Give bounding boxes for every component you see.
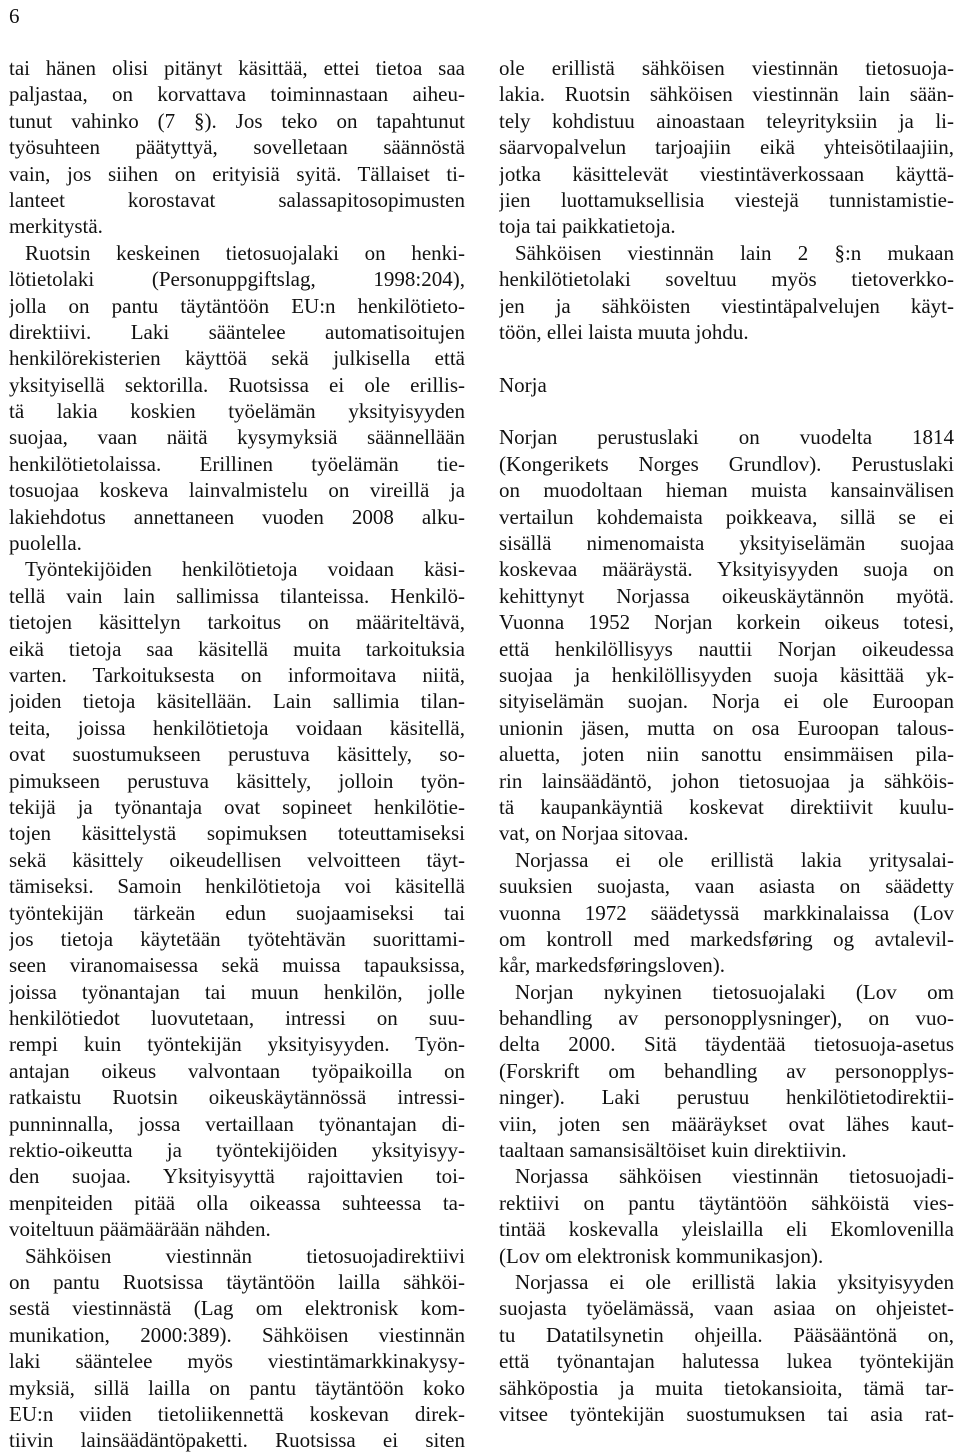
text-line: suojaa, vaan näitä kysymyksiä säännellään	[9, 425, 465, 450]
text-line: puolella.	[9, 531, 82, 556]
left-column	[9, 55, 465, 1454]
text-line: laki sääntelee myös viestintämarkkinakysy-	[9, 1349, 465, 1374]
text-line: EU:n viiden tietoliikennettä koskevan direk-	[9, 1401, 465, 1426]
text-line: punninnalla, jossa vertaillaan työnantajan di-	[9, 1111, 465, 1136]
text-line: seen viranomaisessa sekä muissa tapauksissa,	[9, 953, 465, 978]
text-line: varten. Tarkoituksesta on informoitava niitä,	[9, 662, 465, 687]
text-line: henkilötiedot luovutetaan, intressi on suu-	[9, 1006, 465, 1031]
text-line: (Kongerikets Norges Grundlov). Perustuslaki	[499, 451, 954, 476]
text-line: tintää koskevalla yleislailla eli Ekomlovenilla	[499, 1217, 954, 1242]
text-line: tu Datatilsynetin ohjeilla. Pääsääntönä on,	[499, 1322, 954, 1347]
text-line: lanteet korostavat salassapitosopimusten	[9, 187, 465, 212]
text-line: tunut vahinko (7 §). Jos teko on tapahtunut	[9, 108, 465, 133]
text-line: rektio-oikeutta ja työntekijöiden yksityisyy-	[9, 1138, 465, 1163]
text-line: tellä vain lain sallimissa tilanteissa. Henkilö-	[9, 583, 465, 608]
text-line: Norjan nykyinen tietosuojalaki (Lov om	[515, 979, 954, 1004]
text-line: Norjassa sähköisen viestinnän tietosuojadi-	[515, 1164, 954, 1189]
text-line: Työntekijöiden henkilötietoja voidaan käsi-	[25, 557, 465, 582]
text-line: tä lakia koskien työelämän yksityisyyden	[9, 399, 465, 424]
text-line: vat, on Norjaa sitovaa.	[499, 821, 689, 846]
text-line: tai hänen olisi pitänyt käsittää, ettei tietoa saa	[9, 56, 465, 80]
right-column-text-top	[499, 55, 954, 345]
text-line: voiteltuun päämäärään nähden.	[9, 1217, 271, 1242]
text-line: sestä viestinnästä (Lag om elektronisk kom-	[9, 1296, 465, 1321]
text-line: lötietolaki (Personuppgiftslag, 1998:204),	[9, 267, 465, 292]
text-line: delta 2000. Sitä täydentää tietosuoja-asetus	[499, 1032, 954, 1057]
text-line: rektiivi on pantu täytäntöön sähköistä vies-	[499, 1190, 954, 1215]
text-line: ovat suostumukseen perustuva käsittely, so-	[9, 742, 465, 767]
text-line: kår, markedsføringsloven).	[499, 953, 726, 978]
text-line: merkitystä.	[9, 214, 103, 239]
text-line: säarvopalvelun tarjoajiin eikä yhteisötilaajiin,	[499, 135, 954, 160]
text-line: unionin jäsen, mutta on osa Euroopan talous-	[499, 715, 954, 740]
text-line: kehittynyt Norjassa oikeuskäytännön myötä.	[499, 583, 954, 608]
text-line: tietojen käsittelyn tarkoitus on määriteltävä,	[9, 610, 465, 635]
text-line: joiden tietoja käsitellään. Lain sallimia tilan-	[9, 689, 465, 714]
section-heading-norja: Norja	[499, 372, 547, 397]
text-line: henkilörekisterien käyttöä sekä julkisella että	[9, 346, 465, 371]
text-line: Vuonna 1952 Norjan korkein oikeus totesi,	[499, 610, 954, 635]
text-line: työsuhteen päätyttyä, sovelletaan säännöstä	[9, 135, 465, 160]
text-line: sityiselämän suojan. Norja ei ole Euroopan	[499, 689, 954, 714]
text-line: pimukseen perustuva käsittely, jolloin työn-	[9, 768, 465, 793]
text-line: tely kohdistuu ainoastaan teleyrityksiin ja li-	[499, 108, 954, 133]
text-line: joissa työnantajan tai muun henkilön, jolle	[9, 979, 465, 1004]
text-line: että työnantajan halutessa lukea työntekijän	[499, 1349, 954, 1374]
text-line: yksityisellä sektorilla. Ruotsissa ei ole erillis-	[9, 372, 465, 397]
text-line: Norjassa ei ole erillistä lakia yksityisyyden	[515, 1269, 954, 1294]
text-line: taaltaan samansisältöiset kuin direktiivin.	[499, 1138, 847, 1163]
text-line: direktiivi. Laki sääntelee automatisoitujen	[9, 319, 465, 344]
text-line: on pantu Ruotsissa täytäntöön lailla sähköi-	[9, 1269, 465, 1294]
text-line: Ruotsin keskeinen tietosuojalaki on henki-	[25, 240, 465, 265]
text-line: tiivin lainsäädäntöpaketti. Ruotsissa ei siten	[9, 1428, 465, 1453]
page-number: 6	[9, 4, 20, 28]
text-line: ole erillistä sähköisen viestinnän tietosuoja-	[499, 56, 954, 80]
text-line: jotka käsittelevät viestintäverkossaan käyttä-	[499, 161, 954, 186]
text-line: lakiehdotus annettaneen vuoden 2008 alku-	[9, 504, 465, 529]
text-line: henkilötietolaissa. Erillinen työelämän tie-	[9, 451, 465, 476]
text-line: vain, jos siihen on erityisiä syitä. Tällaiset ti-	[9, 161, 465, 186]
text-line: den suojaa. Yksityisyyttä rajoittavien toi-	[9, 1164, 465, 1189]
text-line: paljastaa, on korvattava toiminnastaan aiheu-	[9, 82, 465, 107]
text-line: rempi kuin työntekijän yksityisyyden. Työn-	[9, 1032, 465, 1057]
text-line: aluetta, joten niin sanottu ensimmäisen pila-	[499, 742, 954, 767]
text-line: ninger). Laki perustuu henkilötietodirektii-	[499, 1085, 954, 1110]
text-line: vitsee työntekijän suostumuksen tai asia rat-	[499, 1401, 954, 1426]
text-line: työntekijän tärkeän edun suojaamiseksi tai	[9, 900, 465, 925]
text-line: suuksien suojasta, vaan asiasta on säädetty	[499, 874, 954, 899]
text-line: Norjan perustuslaki on vuodelta 1814	[499, 425, 954, 450]
text-line: om kontroll med markedsføring og avtalevil-	[499, 926, 954, 951]
text-line: Sähköisen viestinnän lain 2 §:n mukaan	[515, 240, 954, 265]
text-line: on muodoltaan hieman muista kansainvälisen	[499, 478, 954, 503]
text-line: Sähköisen viestinnän tietosuojadirektiivi	[25, 1243, 465, 1268]
text-line: toja tai paikkatietoja.	[499, 214, 676, 239]
text-line: sisällä nimenomaista yksityiselämän suojaa	[499, 531, 954, 556]
text-line: rin lainsäädäntö, johon tietosuojaa ja sähköis-	[499, 768, 954, 793]
text-line: sähköpostia ja muita tietokansioita, tämä tar-	[499, 1375, 954, 1400]
text-line: Norjassa ei ole erillistä lakia yritysalai-	[515, 847, 954, 872]
text-line: menpiteiden pitää olla oikeassa suhteessa ta-	[9, 1190, 465, 1215]
text-line: tojen käsittelystä sopimuksen toteuttamiseksi	[9, 821, 465, 846]
text-line: sekä käsittely oikeudellisen velvoitteen täyt-	[9, 847, 465, 872]
text-line: vuonna 1972 säädetyssä markkinalaissa (Lov	[499, 900, 954, 925]
text-line: jien luottamuksellisia viestejä tunnistamistie-	[499, 187, 954, 212]
text-line: vertailun kohdemaista poikkeava, sillä se ei	[499, 504, 954, 529]
text-line: tekijä ja työnantaja ovat sopineet henkilötie-	[9, 794, 465, 819]
text-line: töön, ellei laista muuta johdu.	[499, 319, 749, 344]
text-line: teita, joissa henkilötietoja voidaan käsitellä,	[9, 715, 465, 740]
text-line: koskevaa määräystä. Yksityisyyden suoja on	[499, 557, 954, 582]
text-line: tosuojaa koskeva lainvalmistelu on vireillä ja	[9, 478, 465, 503]
text-line: lakia. Ruotsin sähköisen viestinnän lain sään-	[499, 82, 954, 107]
text-line: behandling av personopplysninger), on vuo-	[499, 1006, 954, 1031]
text-line: henkilötietolaki soveltuu myös tietoverkko-	[499, 267, 954, 292]
text-line: suojasta työelämässä, vaan asiaa on ohjeistet-	[499, 1296, 954, 1321]
text-line: eikä tietoja saa käsitellä muita tarkoituksia	[9, 636, 465, 661]
text-line: viin, joten sen määräykset ovat lähes kaut-	[499, 1111, 954, 1136]
text-line: ratkaistu Ruotsin oikeuskäytännössä intressi-	[9, 1085, 465, 1110]
text-line: että henkilöllisyys nauttii Norjan oikeudessa	[499, 636, 954, 661]
text-line: jolla on pantu täytäntöön EU:n henkilötieto-	[9, 293, 465, 318]
text-line: antajan oikeus valvontaan työpaikoilla on	[9, 1058, 465, 1083]
right-column-text-bottom	[499, 424, 954, 1427]
right-column	[499, 55, 954, 1427]
spacer	[499, 398, 954, 424]
text-line: (Forskrift om behandling av personopplys-	[499, 1058, 954, 1083]
text-line: jos tietoja käytetään työtehtävän suorittami-	[9, 926, 465, 951]
text-line: munikation, 2000:389). Sähköisen viestinnän	[9, 1322, 465, 1347]
text-line: (Lov om elektronisk kommunikasjon).	[499, 1243, 824, 1268]
text-line: suojaa ja henkilöllisyyden suoja käsittää yk-	[499, 662, 954, 687]
text-line: myksiä, sillä lailla on pantu täytäntöön koko	[9, 1375, 465, 1400]
text-line: tämiseksi. Samoin henkilötietoja voi käsitellä	[9, 874, 465, 899]
text-line: jen ja sähköisten viestintäpalvelujen käyt-	[499, 293, 954, 318]
text-line: tä kaupankäyntiä koskevat direktiivit kuulu-	[499, 794, 954, 819]
spacer	[499, 345, 954, 371]
